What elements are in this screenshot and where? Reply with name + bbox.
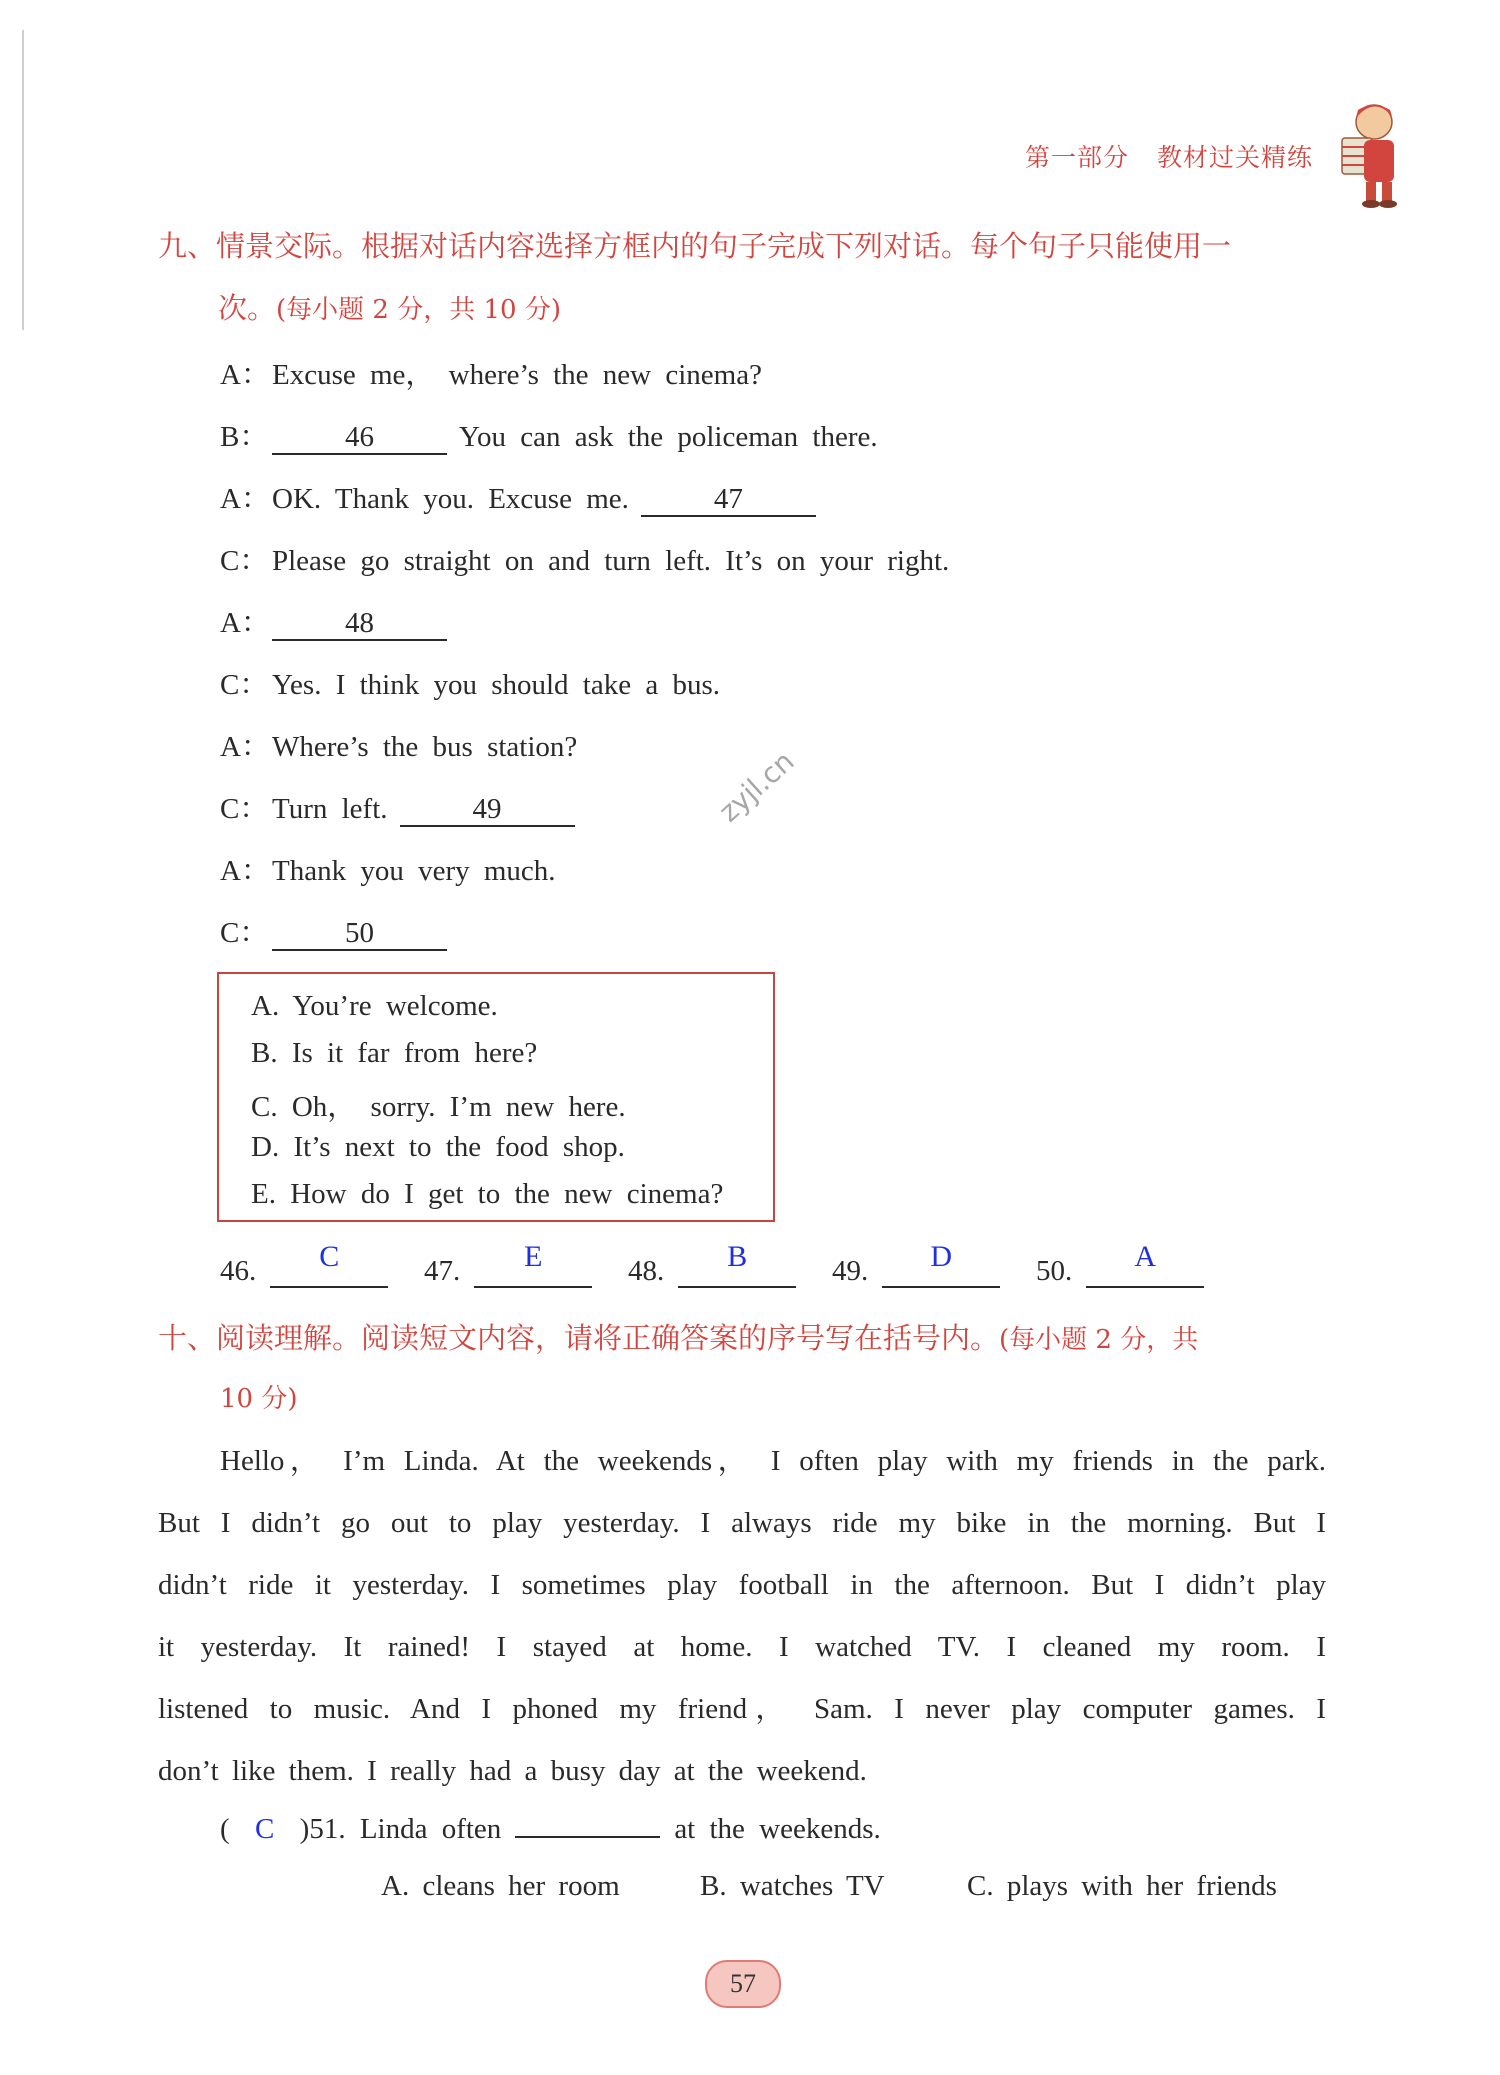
dialogue-text: You can ask the policeman there.: [459, 421, 878, 453]
dialogue-line-5: [220, 600, 459, 641]
passage-line: it yesterday. It rained! I stayed at home. I watched TV. I cleaned my room. I: [158, 1631, 1326, 1663]
page-header: [1025, 138, 1313, 174]
speaker: C：: [220, 917, 269, 949]
dialogue-line-9: [220, 848, 556, 889]
answer-47: [424, 1240, 592, 1288]
answer-48: [628, 1240, 796, 1288]
speaker: A：: [220, 359, 270, 391]
dialogue-blank-46[interactable]: 46: [272, 421, 447, 455]
dialogue-text: Where’s the bus station?: [272, 731, 578, 763]
dialogue-line-8: [220, 786, 587, 827]
dialogue-blank-50[interactable]: 50: [272, 917, 447, 951]
q51-stem-tail: at the weekends.: [674, 1813, 881, 1845]
passage-line: But I didn’t go out to play yesterday. I always ride my bike in the morning. But I: [158, 1507, 1326, 1539]
section10-score-note-cont: 10 分): [220, 1384, 298, 1414]
option-a: A. You’re welcome.: [251, 990, 498, 1022]
dialogue-blank-47[interactable]: 47: [641, 483, 816, 517]
answer-number: 47.: [424, 1255, 461, 1287]
section10-title-line2: [220, 1378, 298, 1415]
q51-choice-c: C. plays with her friends: [967, 1870, 1277, 1902]
option-b: B. Is it far from here?: [251, 1037, 538, 1069]
answer-blank[interactable]: [474, 1240, 592, 1288]
passage-line: Hello， I’m Linda. At the weekends， I often play with my friends in the park.: [220, 1445, 1326, 1477]
answer-value: A: [1134, 1240, 1157, 1273]
dialogue-text: Thank you very much.: [272, 855, 556, 887]
dialogue-text: OK. Thank you. Excuse me.: [272, 483, 629, 515]
q51-blank[interactable]: [515, 1808, 660, 1838]
answer-blank[interactable]: [678, 1240, 796, 1288]
dialogue-line-6: [220, 662, 720, 703]
answer-46: [220, 1240, 388, 1288]
header-part: 第一部分: [1025, 143, 1130, 172]
watermark: zyjl.cn: [712, 744, 801, 829]
dialogue-text: Excuse me， where’s the new cinema?: [272, 359, 762, 391]
answer-number: 46.: [220, 1255, 257, 1287]
dialogue-line-2: [220, 414, 878, 455]
speaker: A：: [220, 731, 270, 763]
dialogue-text: Please go straight on and turn left. It’s on your right.: [272, 545, 950, 577]
answer-value: D: [930, 1240, 953, 1273]
dialogue-line-7: [220, 724, 577, 765]
answer-50: [1036, 1240, 1204, 1288]
passage-line: don’t like them. I really had a busy day at the weekend.: [158, 1755, 867, 1787]
section9-title-text: 次。: [218, 291, 277, 325]
option-e: E. How do I get to the new cinema?: [251, 1178, 724, 1210]
dialogue-line-3: [220, 476, 828, 517]
answer-value: B: [727, 1240, 748, 1273]
section10-title-line1: [158, 1316, 1198, 1357]
option-d: D. It’s next to the food shop.: [251, 1131, 625, 1163]
speaker: A：: [220, 855, 270, 887]
question-51: [220, 1808, 881, 1846]
dialogue-line-4: [220, 538, 949, 579]
page-number: 57: [705, 1960, 781, 2008]
option-c: C. Oh， sorry. I’m new here.: [251, 1091, 626, 1123]
dialogue-line-1: [220, 352, 762, 393]
speaker: B：: [220, 421, 269, 453]
passage-line: didn’t ride it yesterday. I sometimes play football in the afternoon. But I didn’t play: [158, 1569, 1326, 1601]
speaker: A：: [220, 607, 270, 639]
q51-choice-b: B. watches TV: [700, 1870, 885, 1902]
speaker: C：: [220, 545, 269, 577]
section10-title-text: 十、阅读理解。阅读短文内容，请将正确答案的序号写在括号内。: [158, 1321, 1000, 1355]
answer-number: 50.: [1036, 1255, 1073, 1287]
dialogue-text: Yes. I think you should take a bus.: [272, 669, 721, 701]
dialogue-text: Turn left.: [272, 793, 388, 825]
speaker: C：: [220, 669, 269, 701]
answer-49: [832, 1240, 1000, 1288]
reading-passage: [158, 1430, 1326, 1802]
dialogue-blank-49[interactable]: 49: [400, 793, 575, 827]
dialogue-blank-48[interactable]: 48: [272, 607, 447, 641]
q51-choice-a: A. cleans her room: [381, 1870, 620, 1902]
answer-value: C: [319, 1240, 340, 1273]
answer-blank[interactable]: [1086, 1240, 1204, 1288]
section9-score-note: (每小题 2 分，共 10 分): [276, 295, 561, 325]
answer-number: 48.: [628, 1255, 665, 1287]
page-edge-rule: [22, 30, 24, 330]
speaker: C：: [220, 793, 269, 825]
answer-blank[interactable]: [270, 1240, 388, 1288]
q51-stem: )51. Linda often: [299, 1813, 502, 1845]
speaker: A：: [220, 483, 270, 515]
answer-value: E: [524, 1240, 543, 1273]
student-mascot-icon: [1338, 100, 1408, 208]
section9-title-line1: 九、情景交际。根据对话内容选择方框内的句子完成下列对话。每个句子只能使用一: [158, 229, 1232, 263]
section9-title-line2: [218, 286, 561, 327]
section10-score-note: (每小题 2 分，共: [999, 1325, 1199, 1355]
answer-number: 49.: [832, 1255, 869, 1287]
header-title: 教材过关精练: [1157, 143, 1314, 172]
q51-open-paren: (: [220, 1813, 230, 1845]
passage-line: listened to music. And I phoned my friend， Sam. I never play computer games. I: [158, 1693, 1326, 1725]
q51-answer[interactable]: C: [255, 1813, 275, 1845]
dialogue-line-10: [220, 910, 459, 951]
options-box: [217, 972, 775, 1222]
answer-blank[interactable]: [882, 1240, 1000, 1288]
